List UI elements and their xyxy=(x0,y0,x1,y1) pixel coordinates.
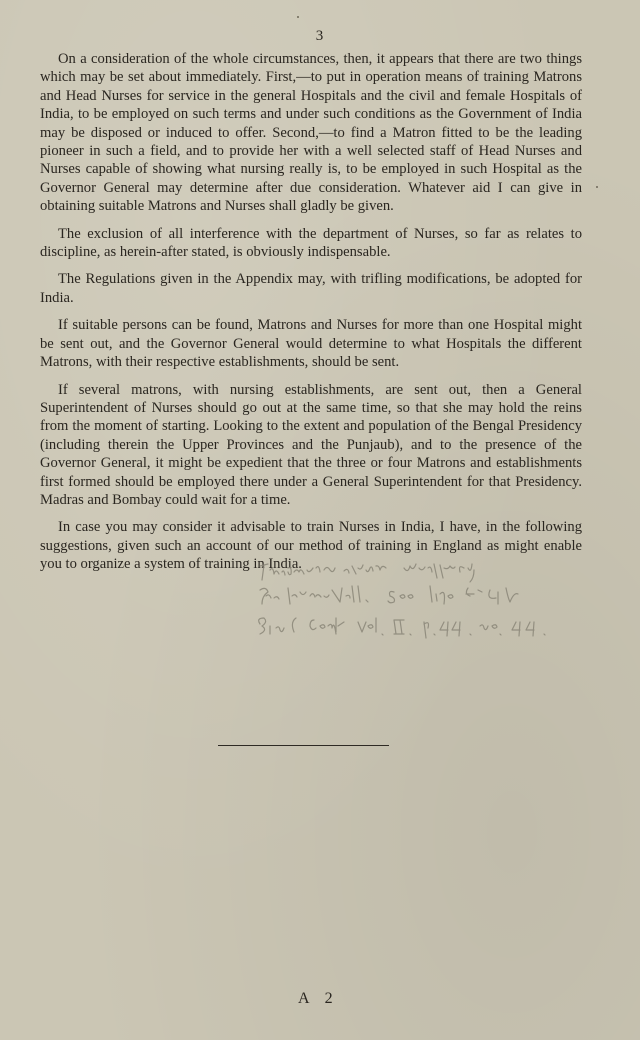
page-number: 3 xyxy=(315,28,325,44)
divider-rule xyxy=(218,745,389,746)
paragraph-5: If several matrons, with nursing establishments, are sent out, then a General Superintendent of Nurses should go out at the same time, so that she may hold the reins from the moment of starting. Looking to the extent and population of the Bengal Presidency (including therein the Upper Provinces and the Punjaub), and to the presence of the Governor General, it might be expedient that the three or four Matrons and establishments first formed should be employed there under a General Superintendent for that Presidency. Madras and Bombay could wait for a time. xyxy=(40,381,582,508)
paragraph-3: The Regulations given in the Appendix may, with trifling modifications, be adopted for India. xyxy=(40,271,582,306)
paper-speck xyxy=(596,186,598,188)
paragraph-4: If suitable persons can be found, Matrons and Nurses for more than one Hospital might be sent out, and the Governor General would determine to what Hospitals the different Matrons, with their respective establishments, should be sent. xyxy=(40,317,582,371)
paragraph-1: On a consideration of the whole circumstances, then, it appears that there are two things which may be set about immediately. First,—to put in operation means of training Matrons and Head Nurses for service in the general Hospitals and the civil and female Hospitals of India, to be employed on such terms and under such conditions as the Government of India may be disposed or induced to offer. Second,—to find a Matron fitted to be the leading pioneer in such a field, and to provide her with a well selected staff of Head Nurses and Nurses capable of showing what nursing really is, to be employed in such Hospital as the Governor General may determine after due consideration. Whatever aid I can give in obtaining suitable Matrons and Nurses shall gladly be given. xyxy=(40,51,582,215)
handwritten-pencil-note xyxy=(254,556,634,656)
paragraph-2: The exclusion of all interference with the department of Nurses, so far as relates to discipline, as herein-after stated, is obviously indispensable. xyxy=(40,225,582,261)
body-text xyxy=(40,50,582,583)
signature-mark: A 2 xyxy=(298,990,339,1007)
paragraph-6: In case you may consider it advisable to train Nurses in India, I have, in the following suggestions, given such an account of our method of training in England as might enable you to organize a system of training in India. xyxy=(40,519,582,573)
paper-speck xyxy=(297,16,299,18)
